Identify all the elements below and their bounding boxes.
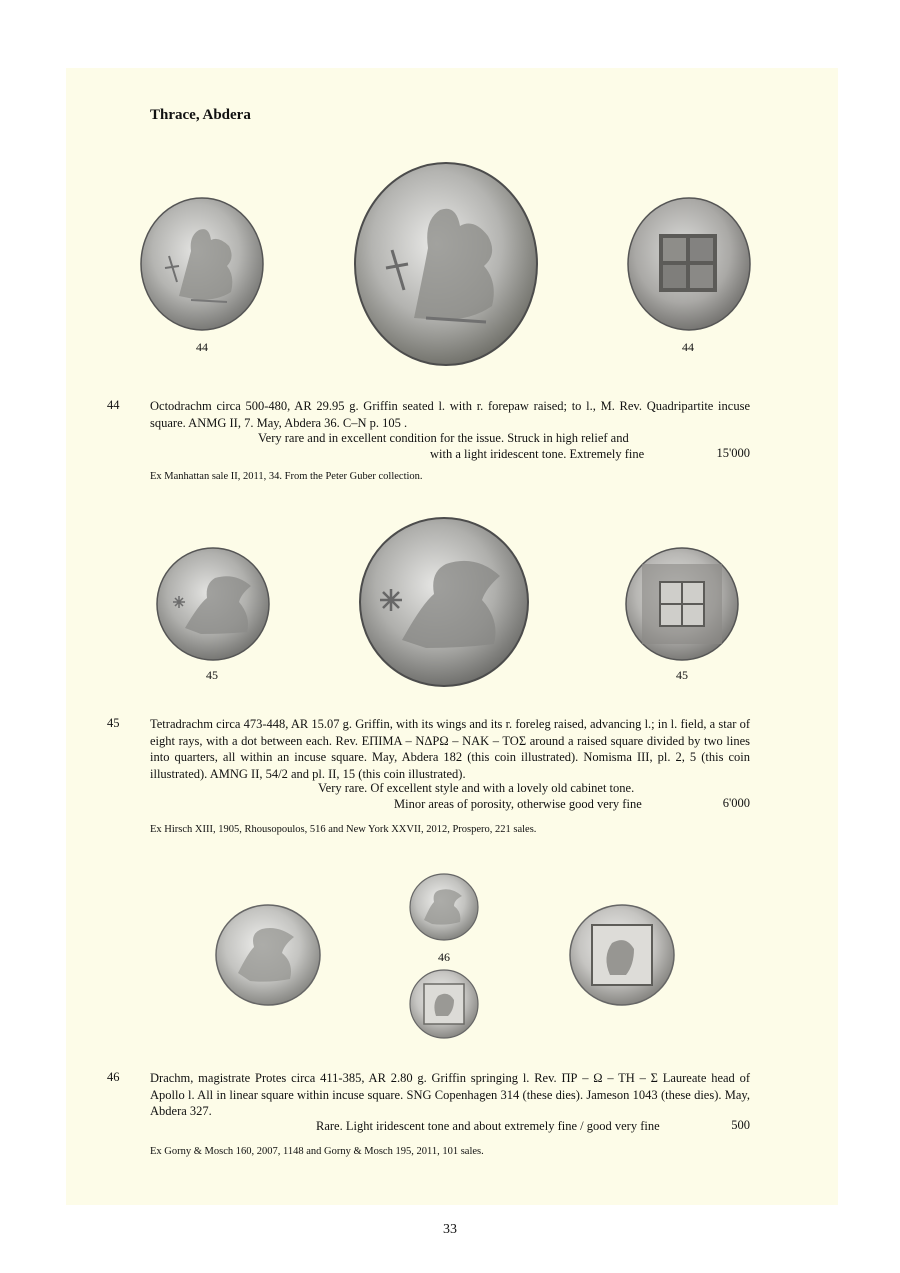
lot-44-condition-2: with a light iridescent tone. Extremely fine [430, 447, 645, 461]
lot-number-45: 45 [107, 716, 120, 730]
lot-number-44: 44 [107, 398, 120, 412]
coin-45-obverse-small [155, 546, 271, 662]
plate-label-45-right: 45 [676, 668, 688, 682]
lot-44-condition-1: Very rare and in excellent condition for the issue. Struck in high relief and [258, 431, 629, 445]
lot-44-provenance: Ex Manhattan sale II, 2011, 34. From the Peter Guber collection. [150, 471, 423, 482]
coin-44-reverse [626, 196, 752, 332]
page-number: 33 [443, 1222, 457, 1237]
coin-44-obverse-large [352, 160, 540, 368]
lot-45-condition-1: Very rare. Of excellent style and with a lovely old cabinet tone. [318, 781, 635, 795]
plate-label-44-left: 44 [196, 340, 208, 354]
coin-45-obverse-large [358, 516, 530, 688]
coin-46-reverse-large [568, 903, 676, 1007]
lot-number-46: 46 [107, 1070, 120, 1084]
plate-label-44-right: 44 [682, 340, 694, 354]
lot-44-price: 15'000 [716, 446, 750, 460]
lot-46-description: Drachm, magistrate Protes circa 411-385, AR 2.80 g. Griffin springing l. Rev. ΠΡ – Ω – ΤΗ – Σ Laureate head of Apollo l. All in linear square within incuse square. SNG Copenhagen 314 (these dies). Jameson 1043 (these dies). May, Abdera 327. [150, 1071, 750, 1118]
coin-45-reverse [624, 546, 740, 662]
coin-44-obverse-small [139, 196, 265, 332]
coin-46-obverse-small [408, 872, 480, 942]
lot-46-provenance: Ex Gorny & Mosch 160, 2007, 1148 and Gorny & Mosch 195, 2011, 101 sales. [150, 1146, 484, 1157]
coin-46-reverse-small [408, 968, 480, 1040]
lot-46-price: 500 [731, 1118, 750, 1132]
lot-45-provenance: Ex Hirsch XIII, 1905, Rhousopoulos, 516 and New York XXVII, 2012, Prospero, 221 sales. [150, 824, 537, 835]
lot-45-price: 6'000 [722, 796, 750, 810]
plate-label-45-left: 45 [206, 668, 218, 682]
coin-46-obverse-large [214, 903, 322, 1007]
lot-45-condition-2: Minor areas of porosity, otherwise good very fine [394, 797, 642, 811]
lot-46-condition: Rare. Light iridescent tone and about extremely fine / good very fine [316, 1119, 660, 1133]
lot-45-description: Tetradrachm circa 473-448, AR 15.07 g. Griffin, with its wings and its r. foreleg raised, advancing l.; in l. field, a star of eight rays, with a dot between each. Rev. ΕΠΙΜΑ – ΝΔΡΩ – ΝΑΚ – ΤΟΣ around a raised square divided by two lines into quarters, all within an incuse square. May, Abdera 182 (this coin illustrated). Nomisma III, pl. 2, 5 (this coin illustrated). AMNG II, 54/2 and pl. II, 15 (this coin illustrated). [150, 717, 750, 781]
plate-label-46: 46 [438, 950, 450, 964]
section-title: Thrace, Abdera [150, 107, 251, 123]
lot-44-description: Octodrachm circa 500-480, AR 29.95 g. Griffin seated l. with r. forepaw raised; to l., M. Rev. Quadripartite incuse square. ANMG II, 7. May, Abdera 36. C–N p. 105 . [150, 399, 750, 430]
